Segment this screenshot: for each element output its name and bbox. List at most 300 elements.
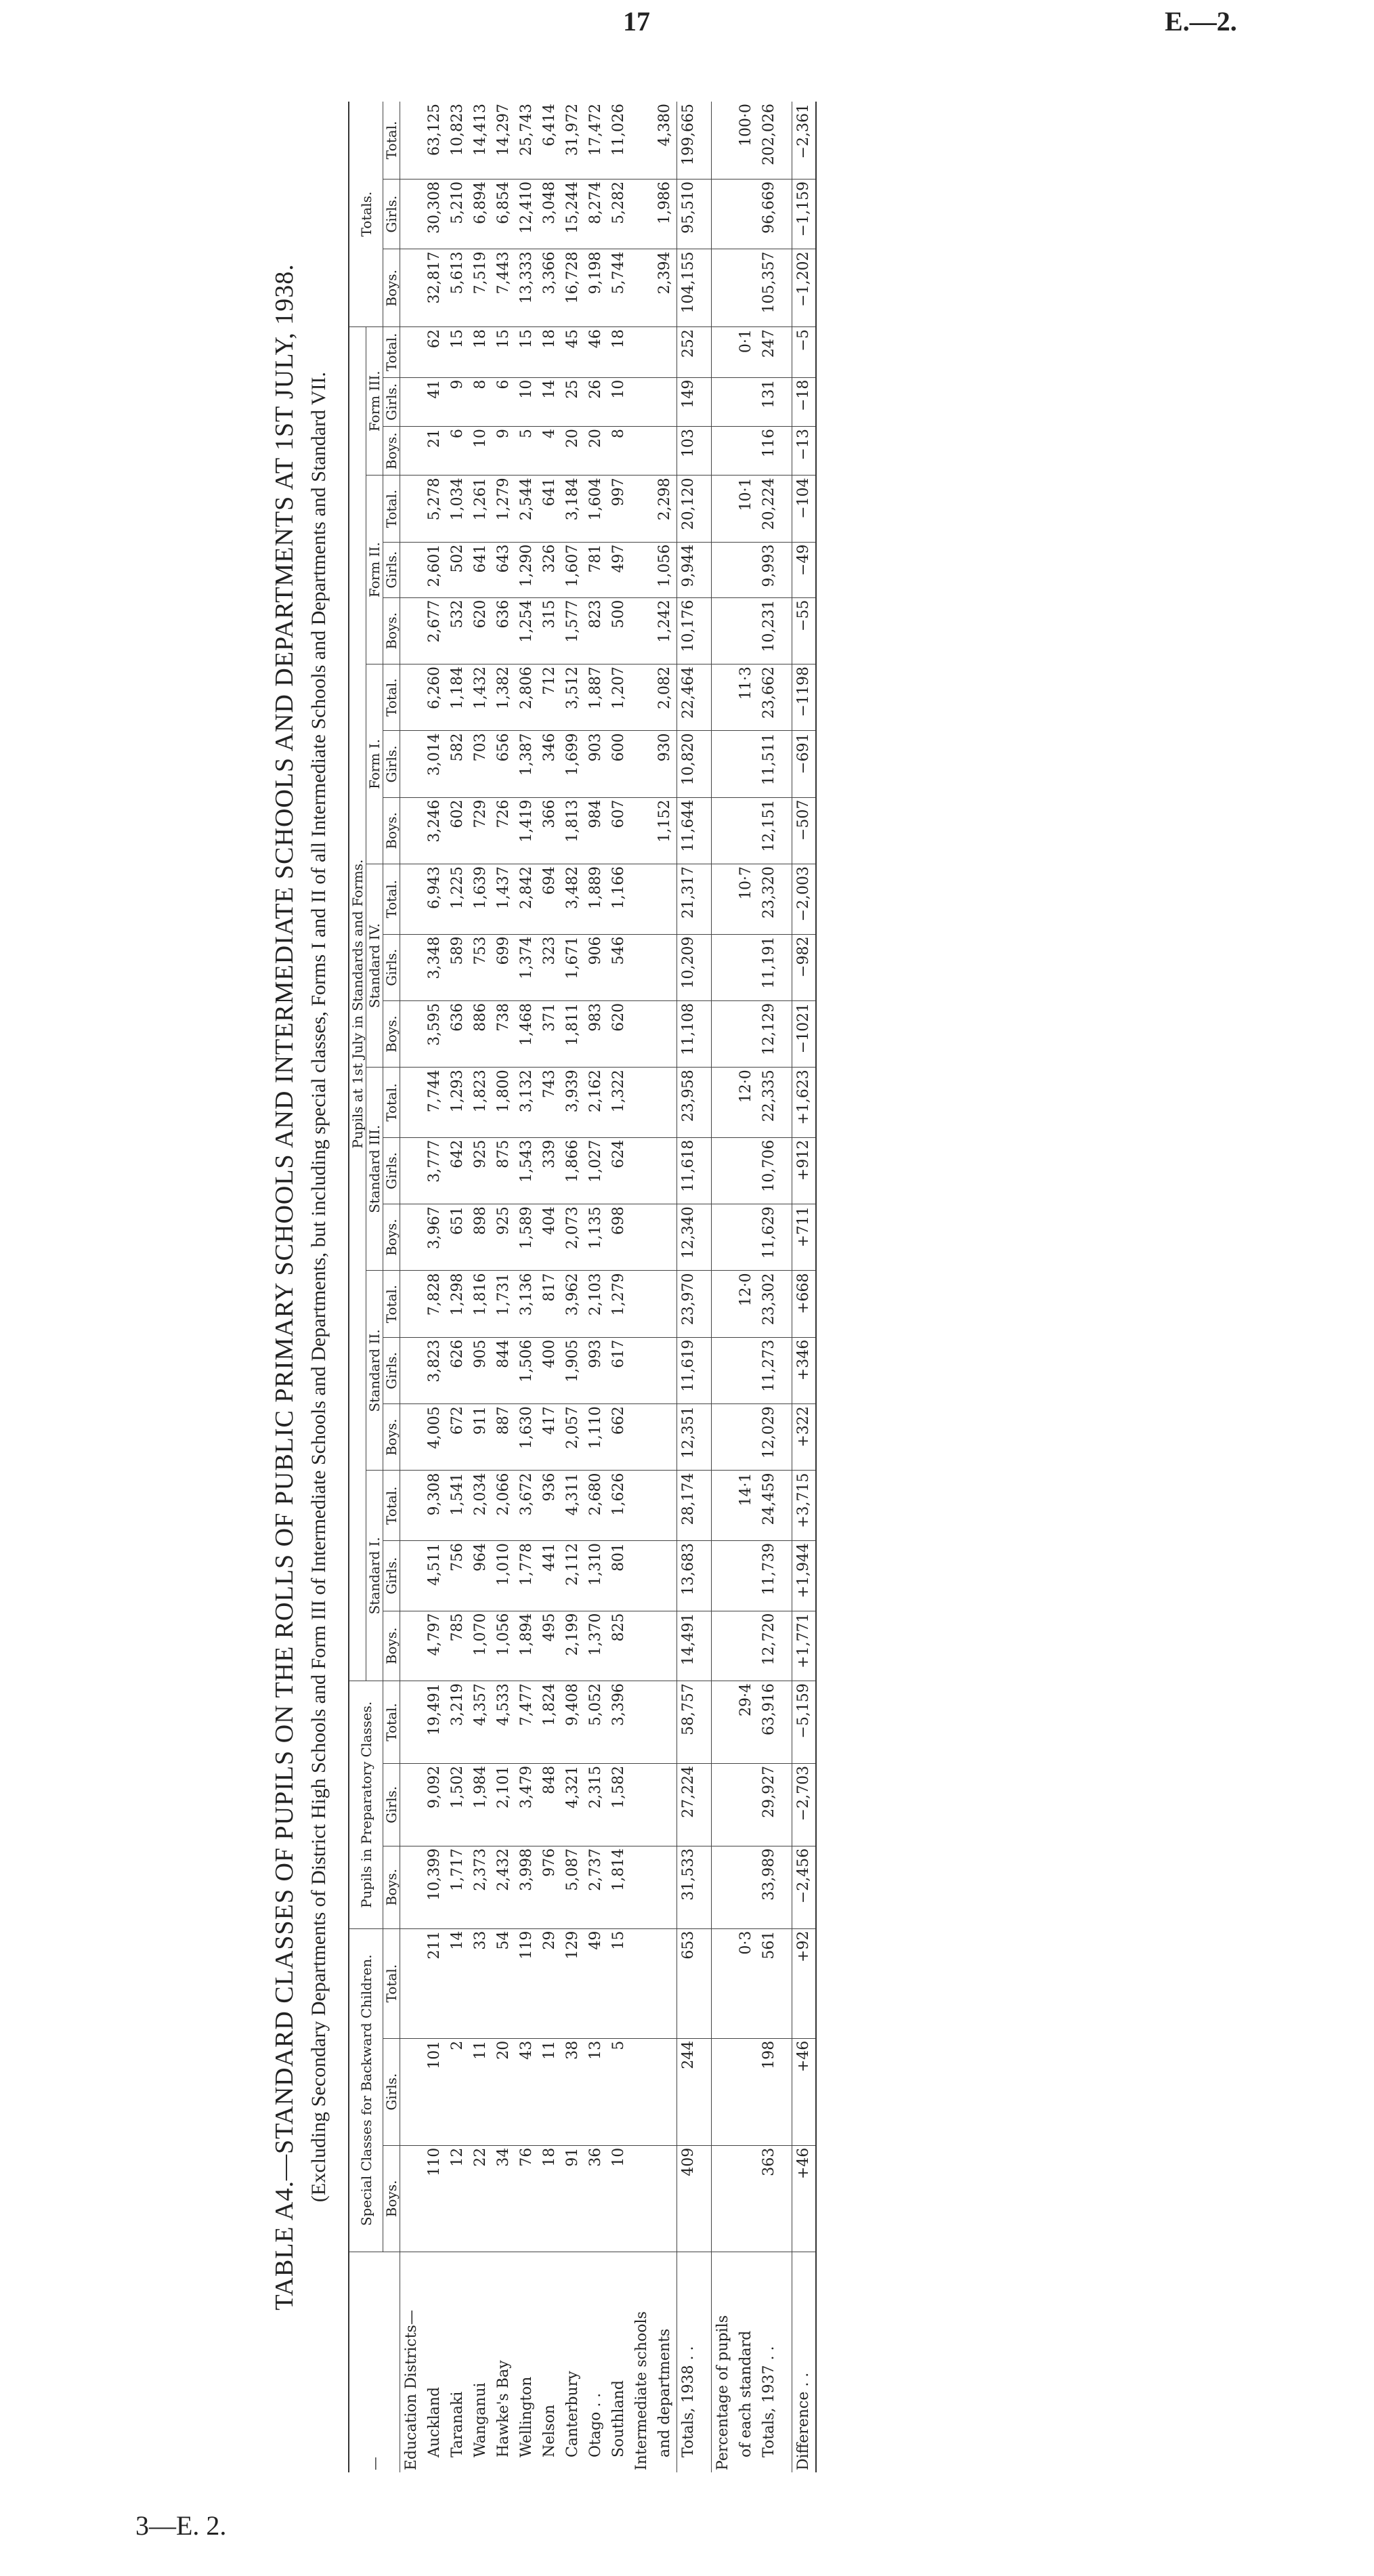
header-group-2: Standard I. [366, 1471, 383, 1681]
table-cell: 3,962 [561, 1271, 584, 1337]
table-cell: 244 [677, 2038, 701, 2145]
table-cell: 10,706 [758, 1137, 781, 1204]
table-cell: 43 [515, 2038, 538, 2145]
table-row [792, 102, 817, 2472]
table-cell: 753 [469, 934, 492, 1000]
header-totals: Totals. [349, 102, 383, 327]
table-cell: 14,297 [492, 102, 515, 179]
table-cell [630, 797, 653, 864]
table-cell: 12,340 [677, 1204, 701, 1271]
table-cell [400, 327, 424, 377]
table-cell [712, 597, 735, 664]
table-cell: 925 [492, 1204, 515, 1271]
table-cell: 1,110 [584, 1404, 607, 1471]
table-cell: 441 [538, 1541, 561, 1611]
table-cell: 30,308 [423, 179, 446, 249]
table-cell [781, 1763, 792, 1846]
rotated-table-frame [264, 102, 1321, 2472]
table-cell: 1,699 [561, 731, 584, 797]
table-cell: 2,057 [561, 1404, 584, 1471]
table-cell: 10,231 [758, 597, 781, 664]
table-cell: 6 [492, 377, 515, 427]
table-cell: 641 [469, 542, 492, 597]
table-cell: 14 [538, 377, 561, 427]
table-cell [735, 597, 758, 664]
table-cell: 6,414 [538, 102, 561, 179]
table-cell: 14,413 [469, 102, 492, 179]
table-cell: 2,432 [492, 1846, 515, 1928]
table-cell: 409 [677, 2145, 701, 2252]
table-cell [630, 249, 653, 327]
table-cell [700, 542, 712, 597]
table-cell: 1,905 [561, 1337, 584, 1403]
table-cell [630, 1928, 653, 2038]
standard-classes-table [348, 102, 817, 2472]
table-cell: 32,817 [423, 249, 446, 327]
table-cell [630, 1137, 653, 1204]
table-cell [653, 1928, 677, 2038]
table-cell: 699 [492, 934, 515, 1000]
header-girls: Girls. [383, 1763, 400, 1846]
table-cell: 930 [653, 731, 677, 797]
table-cell: 18 [538, 2145, 561, 2252]
table-cell: +322 [792, 1404, 817, 1471]
table-cell: 2,394 [653, 249, 677, 327]
table-cell [653, 2038, 677, 2145]
table-cell [400, 1681, 424, 1764]
table-cell: 817 [538, 1271, 561, 1337]
table-cell: 23,958 [677, 1068, 701, 1138]
table-cell: 11·3 [735, 664, 758, 730]
table-cell: 672 [446, 1404, 469, 1471]
table-cell: 620 [469, 597, 492, 664]
table-cell [781, 476, 792, 542]
table-cell: 3,048 [538, 179, 561, 249]
table-cell: 4,511 [423, 1541, 446, 1611]
header-boys: Boys. [383, 1404, 400, 1471]
table-cell [735, 1846, 758, 1928]
table-cell: 1,298 [446, 1271, 469, 1337]
table-cell [712, 1846, 735, 1928]
table-cell [712, 1611, 735, 1681]
header-boys: Boys. [383, 249, 400, 327]
table-cell: −1,159 [792, 179, 817, 249]
table-cell: 898 [469, 1204, 492, 1271]
table-cell [700, 2038, 712, 2145]
table-cell: 582 [446, 731, 469, 797]
table-cell: 1,242 [653, 597, 677, 664]
table-cell: 20 [584, 427, 607, 476]
table-cell [700, 1846, 712, 1928]
table-cell [400, 179, 424, 249]
table-cell: 993 [584, 1337, 607, 1403]
table-cell: 1,225 [446, 864, 469, 935]
table-cell: 33 [469, 1928, 492, 2038]
table-cell [712, 1204, 735, 1271]
table-cell [712, 179, 735, 249]
header-girls: Girls. [383, 731, 400, 797]
table-cell [700, 476, 712, 542]
table-cell: 12·0 [735, 1068, 758, 1138]
table-cell: 500 [607, 597, 630, 664]
table-cell: 4,311 [561, 1471, 584, 1541]
table-cell: 2,806 [515, 664, 538, 730]
table-cell: 129 [561, 1928, 584, 2038]
table-cell: 11 [469, 2038, 492, 2145]
table-cell [781, 1137, 792, 1204]
table-cell: −2,456 [792, 1846, 817, 1928]
table-cell: 997 [607, 476, 630, 542]
table-cell [653, 1404, 677, 1471]
table-cell [400, 2038, 424, 2145]
table-cell: 7,443 [492, 249, 515, 327]
table-cell [400, 377, 424, 427]
table-cell: 4 [538, 427, 561, 476]
table-cell [700, 934, 712, 1000]
table-cell: 17,472 [584, 102, 607, 179]
row-label: Education Districts— [403, 2310, 420, 2470]
table-cell: 7,828 [423, 1271, 446, 1337]
header-boys: Boys. [383, 427, 400, 476]
header-girls: Girls. [383, 542, 400, 597]
table-cell: 1,887 [584, 664, 607, 730]
table-cell: 41 [423, 377, 446, 427]
row-label: Canterbury [564, 2371, 581, 2457]
table-cell: 100·0 [735, 102, 758, 179]
table-cell: 1,056 [653, 542, 677, 597]
table-cell: 326 [538, 542, 561, 597]
table-cell [781, 2145, 792, 2252]
table-cell [653, 934, 677, 1000]
table-cell: 1,731 [492, 1271, 515, 1337]
table-cell: 984 [584, 797, 607, 864]
table-cell: 10,399 [423, 1846, 446, 1928]
table-cell: 31,533 [677, 1846, 701, 1928]
table-cell: 1,387 [515, 731, 538, 797]
table-cell: 1,889 [584, 864, 607, 935]
row-label: Taranaki [449, 2391, 466, 2457]
table-cell [630, 664, 653, 730]
table-cell: 1,261 [469, 476, 492, 542]
table-cell [400, 1541, 424, 1611]
table-cell: 1,604 [584, 476, 607, 542]
header-boys: Boys. [383, 1000, 400, 1067]
table-cell [700, 597, 712, 664]
table-cell: 936 [538, 1471, 561, 1541]
table-cell: 10,823 [446, 102, 469, 179]
table-cell: 45 [561, 327, 584, 377]
table-cell: 12,720 [758, 1611, 781, 1681]
table-cell [781, 377, 792, 427]
table-cell [735, 1763, 758, 1846]
table-cell: 801 [607, 1541, 630, 1611]
table-cell: 26 [584, 377, 607, 427]
table-cell: +346 [792, 1337, 817, 1403]
table-cell: 247 [758, 327, 781, 377]
table-cell: 653 [677, 1928, 701, 2038]
table-cell: 3,219 [446, 1681, 469, 1764]
table-cell: 2,373 [469, 1846, 492, 1928]
table-cell: 848 [538, 1763, 561, 1846]
table-cell: 323 [538, 934, 561, 1000]
table-cell [735, 1541, 758, 1611]
table-cell [781, 1000, 792, 1067]
table-cell [700, 179, 712, 249]
table-cell: 1,866 [561, 1137, 584, 1204]
table-cell [712, 731, 735, 797]
table-cell: 823 [584, 597, 607, 664]
table-cell [700, 1763, 712, 1846]
table-cell: 1,823 [469, 1068, 492, 1138]
table-cell: −55 [792, 597, 817, 664]
table-cell: −1021 [792, 1000, 817, 1067]
table-cell: 602 [446, 797, 469, 864]
table-cell: 96,669 [758, 179, 781, 249]
table-cell [735, 1137, 758, 1204]
table-cell [630, 1271, 653, 1337]
table-cell: +3,715 [792, 1471, 817, 1541]
header-girls: Girls. [383, 1541, 400, 1611]
table-cell [400, 1763, 424, 1846]
table-cell: 10,176 [677, 597, 701, 664]
table-cell: 25 [561, 377, 584, 427]
table-cell [630, 1204, 653, 1271]
table-cell [630, 731, 653, 797]
table-cell [735, 1000, 758, 1067]
table-row [423, 102, 446, 2472]
table-cell: 886 [469, 1000, 492, 1067]
table-cell: 656 [492, 731, 515, 797]
table-cell [712, 1000, 735, 1067]
table-cell: 3,348 [423, 934, 446, 1000]
table-cell [781, 542, 792, 597]
table-cell: 15,244 [561, 179, 584, 249]
table-cell: 617 [607, 1337, 630, 1403]
header-girls: Girls. [383, 1337, 400, 1403]
table-cell [735, 179, 758, 249]
table-cell: 2,034 [469, 1471, 492, 1541]
table-cell: 3,998 [515, 1846, 538, 1928]
table-cell: 36 [584, 2145, 607, 2252]
table-cell: 25,743 [515, 102, 538, 179]
table-cell: 1,589 [515, 1204, 538, 1271]
table-cell [630, 2145, 653, 2252]
header-group-3: Standard II. [366, 1271, 383, 1471]
table-cell: 104,155 [677, 249, 701, 327]
table-cell: 366 [538, 797, 561, 864]
table-cell: +711 [792, 1204, 817, 1271]
table-cell [653, 1611, 677, 1681]
table-cell: 911 [469, 1404, 492, 1471]
table-cell [400, 427, 424, 476]
table-cell: 58,757 [677, 1681, 701, 1764]
table-cell [653, 1681, 677, 1764]
table-cell: 1,432 [469, 664, 492, 730]
table-cell: 10 [469, 427, 492, 476]
table-cell: 3,366 [538, 249, 561, 327]
table-cell: 3,396 [607, 1681, 630, 1764]
table-cell: 29,927 [758, 1763, 781, 1846]
header-boys: Boys. [383, 1611, 400, 1681]
table-cell: 16,728 [561, 249, 584, 327]
table-cell: 703 [469, 731, 492, 797]
row-label: Totals, 1938 . . [677, 2252, 701, 2473]
table-cell [630, 327, 653, 377]
table-cell: 34 [492, 2145, 515, 2252]
table-subtitle: (Excluding Secondary Departments of District High Schools and Form III of Intermediate Schools and Departments, but including special classes, Forms I and II of all Intermediate Schools and Departments and Standard VII. [307, 371, 330, 2203]
table-cell [400, 1337, 424, 1403]
table-cell: 46 [584, 327, 607, 377]
table-cell: 875 [492, 1137, 515, 1204]
table-cell: 726 [492, 797, 515, 864]
row-label: Hawke's Bay [495, 2360, 512, 2457]
table-cell: 3,246 [423, 797, 446, 864]
row-label: Percentage of pupils [712, 2252, 735, 2473]
table-cell: 1,813 [561, 797, 584, 864]
table-cell: 1,293 [446, 1068, 469, 1138]
table-cell: 62 [423, 327, 446, 377]
table-cell: 63,916 [758, 1681, 781, 1764]
table-row [469, 102, 492, 2472]
page-number: 17 [623, 6, 650, 37]
table-cell [700, 1000, 712, 1067]
table-cell: 546 [607, 934, 630, 1000]
table-cell: 11,273 [758, 1337, 781, 1403]
table-cell [700, 1611, 712, 1681]
table-row [781, 102, 792, 2472]
table-cell: 33,989 [758, 1846, 781, 1928]
table-cell: 712 [538, 664, 561, 730]
table-cell [400, 1271, 424, 1337]
header-group-6: Form I. [366, 664, 383, 864]
table-cell: 10,820 [677, 731, 701, 797]
table-cell: 0·1 [735, 327, 758, 377]
table-cell: 8 [607, 427, 630, 476]
table-cell [700, 664, 712, 730]
table-cell: 1,468 [515, 1000, 538, 1067]
table-cell: 28,174 [677, 1471, 701, 1541]
table-row [712, 102, 735, 2472]
table-cell [400, 1471, 424, 1541]
table-cell [700, 1541, 712, 1611]
table-cell [735, 2145, 758, 2252]
table-cell: 417 [538, 1404, 561, 1471]
table-cell [735, 797, 758, 864]
header-pupils-group: Pupils at 1st July in Standards and Forms. [349, 327, 366, 1681]
table-cell [400, 797, 424, 864]
table-cell [735, 1337, 758, 1403]
table-cell: 1,607 [561, 542, 584, 597]
table-cell: 20,224 [758, 476, 781, 542]
table-cell: 202,026 [758, 102, 781, 179]
table-cell: 103 [677, 427, 701, 476]
table-cell [712, 1928, 735, 2038]
header-preparatory: Pupils in Preparatory Classes. [349, 1681, 383, 1929]
header-boys: Boys. [383, 1204, 400, 1271]
header-girls: Girls. [383, 2038, 400, 2145]
table-cell: 4,380 [653, 102, 677, 179]
table-cell [630, 1763, 653, 1846]
table-cell: 6 [446, 427, 469, 476]
row-label: Wellington [518, 2376, 535, 2457]
table-cell: 2,199 [561, 1611, 584, 1681]
table-cell: 3,967 [423, 1204, 446, 1271]
row-label: Otago . . [587, 2392, 604, 2457]
row-label: Difference . . [792, 2252, 817, 2473]
table-cell: 23,320 [758, 864, 781, 935]
table-cell: −49 [792, 542, 817, 597]
table-cell [700, 1137, 712, 1204]
table-cell [781, 1271, 792, 1337]
table-cell [630, 1611, 653, 1681]
table-cell: 1,027 [584, 1137, 607, 1204]
table-cell [735, 427, 758, 476]
table-cell [781, 179, 792, 249]
table-cell: 11,644 [677, 797, 701, 864]
table-cell: 624 [607, 1137, 630, 1204]
table-cell [630, 1337, 653, 1403]
table-cell: 13,333 [515, 249, 538, 327]
table-cell: 1,506 [515, 1337, 538, 1403]
table-cell: 1,814 [607, 1846, 630, 1928]
table-cell: 3,479 [515, 1763, 538, 1846]
table-cell: 2,677 [423, 597, 446, 664]
table-cell: 110 [423, 2145, 446, 2252]
table-cell [700, 249, 712, 327]
table-cell: 2,162 [584, 1068, 607, 1138]
header-boys: Boys. [383, 597, 400, 664]
table-cell: 1,811 [561, 1000, 584, 1067]
table-cell [700, 864, 712, 935]
table-cell: 10·7 [735, 864, 758, 935]
table-cell [712, 1068, 735, 1138]
table-cell: −5 [792, 327, 817, 377]
table-cell: 1,310 [584, 1541, 607, 1611]
table-cell [700, 1337, 712, 1403]
table-cell [400, 1137, 424, 1204]
table-cell: 1,056 [492, 1611, 515, 1681]
header-girls: Girls. [383, 1137, 400, 1204]
table-cell [653, 1846, 677, 1928]
table-cell [653, 377, 677, 427]
table-cell: 2,601 [423, 542, 446, 597]
table-cell [712, 2145, 735, 2252]
table-cell: 9 [492, 427, 515, 476]
table-cell [735, 731, 758, 797]
table-cell [630, 1846, 653, 1928]
table-cell: 198 [758, 2038, 781, 2145]
table-cell [630, 1000, 653, 1067]
table-cell: 12·0 [735, 1271, 758, 1337]
table-cell [735, 1204, 758, 1271]
table-cell [781, 1471, 792, 1541]
table-cell: 10 [607, 2145, 630, 2252]
table-cell: −507 [792, 797, 817, 864]
table-cell [700, 1204, 712, 1271]
table-cell: 91 [561, 2145, 584, 2252]
table-cell: 7,744 [423, 1068, 446, 1138]
table-cell [712, 1271, 735, 1337]
table-cell [712, 377, 735, 427]
table-cell: 4,797 [423, 1611, 446, 1681]
table-cell: +912 [792, 1137, 817, 1204]
row-label: Southland [610, 2380, 627, 2457]
table-cell [735, 1404, 758, 1471]
table-cell [712, 427, 735, 476]
table-cell: 7,477 [515, 1681, 538, 1764]
table-cell: 339 [538, 1137, 561, 1204]
header-boys: Boys. [383, 797, 400, 864]
